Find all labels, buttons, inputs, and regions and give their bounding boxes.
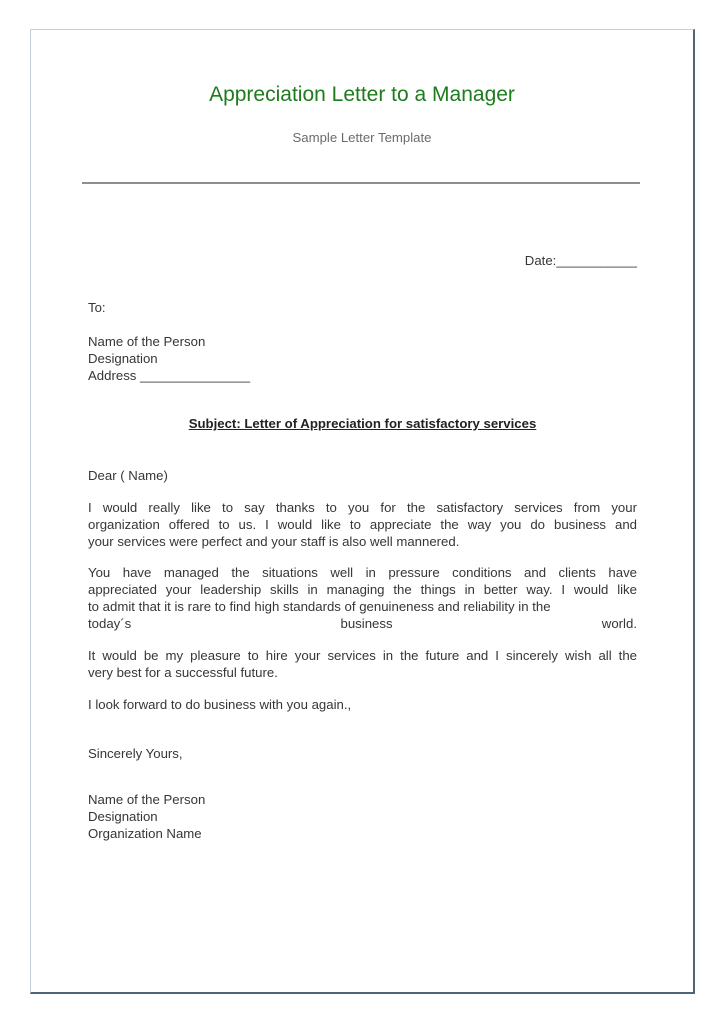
paragraph-line: very best for a successful future.	[88, 665, 278, 680]
salutation: Dear ( Name)	[88, 468, 168, 483]
header-divider	[82, 182, 640, 184]
date-line: Date:___________	[524, 253, 637, 268]
paragraph-line: today´s business world.	[88, 616, 637, 631]
paragraph-line: It would be my pleasure to hire your services in the future and I sincerely wish all the	[88, 648, 637, 663]
paragraph-line: your services were perfect and your staff is also well mannered.	[88, 534, 460, 549]
recipient-block	[88, 333, 637, 384]
recipient-designation: Designation	[88, 351, 158, 366]
signature-designation: Designation	[88, 809, 158, 824]
subject-line	[88, 415, 637, 432]
body-paragraph-3	[88, 647, 637, 681]
page-title: Appreciation Letter to a Manager	[209, 83, 515, 106]
paragraph-line: I look forward to do business with you again.,	[88, 697, 352, 712]
page-subtitle: Sample Letter Template	[292, 130, 432, 145]
recipient-address: Address _______________	[88, 368, 251, 383]
to-label: To:	[88, 300, 106, 315]
paragraph-line: organization offered to us. I would like to appreciate the way you do business and	[88, 517, 637, 532]
subject-text: Subject: Letter of Appreciation for satisfactory services	[188, 416, 537, 431]
recipient-name: Name of the Person	[88, 334, 206, 349]
signature-organization: Organization Name	[88, 826, 202, 841]
closing: Sincerely Yours,	[88, 746, 183, 761]
body-paragraph-1	[88, 499, 637, 550]
paragraph-line: I would really like to say thanks to you for the satisfactory services from your	[88, 500, 637, 515]
paragraph-line: You have managed the situations well in pressure conditions and clients have	[88, 565, 637, 580]
signature-block	[88, 791, 637, 842]
paragraph-line: to admit that it is rare to find high standards of genuineness and reliability in the	[88, 599, 551, 614]
signature-name: Name of the Person	[88, 792, 206, 807]
paragraph-line: appreciated your leadership skills in managing the things in better way. I would like	[88, 582, 637, 597]
body-paragraph-2	[88, 564, 637, 632]
body-paragraph-4	[88, 696, 637, 713]
